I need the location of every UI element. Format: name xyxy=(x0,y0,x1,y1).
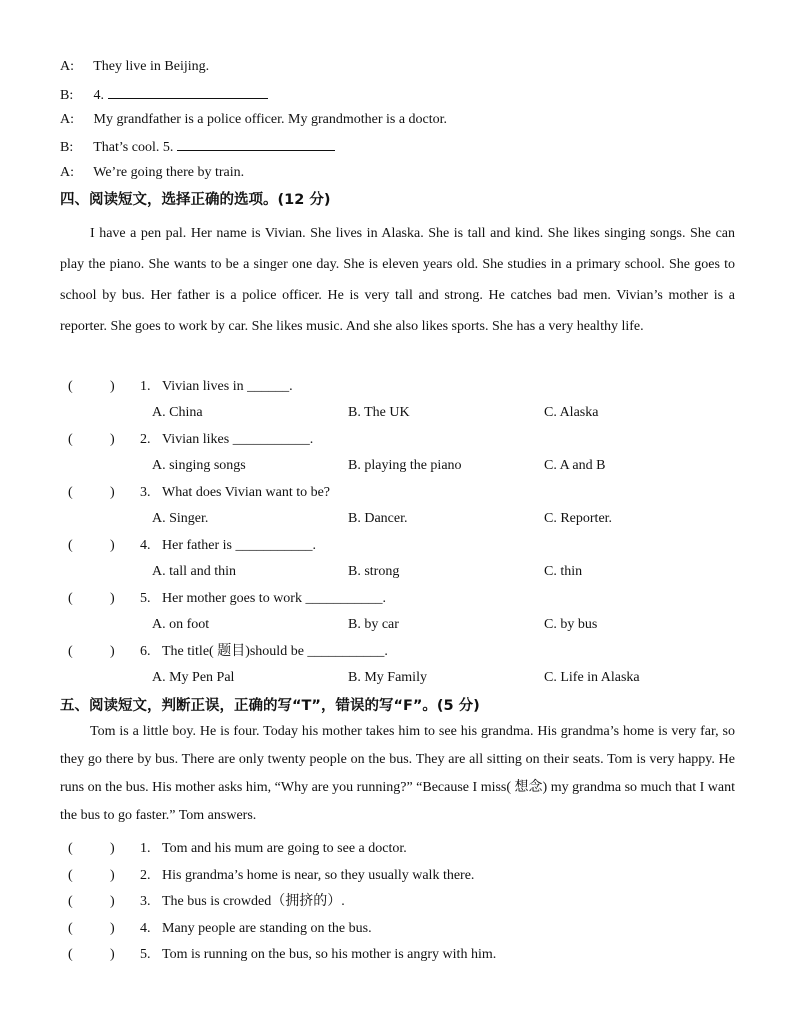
question-text: The bus is crowded（拥挤的）. xyxy=(162,894,345,909)
dialogue-line xyxy=(60,58,209,76)
option-c[interactable]: C. Reporter. xyxy=(544,511,613,526)
question-number: 2. xyxy=(140,432,151,447)
mc-question xyxy=(60,590,386,608)
option-a[interactable]: A. tall and thin xyxy=(152,564,236,579)
answer-parenthesis[interactable]: ( ) xyxy=(68,379,115,394)
option-b[interactable]: B. The UK xyxy=(348,405,410,420)
tf-question xyxy=(60,867,474,885)
tf-question xyxy=(60,893,345,911)
question-text: Tom is running on the bus, so his mother is angry with him. xyxy=(162,947,497,962)
option-b[interactable]: B. strong xyxy=(348,564,400,579)
speaker-label: B: xyxy=(60,140,74,155)
answer-parenthesis[interactable]: ( ) xyxy=(68,947,115,962)
option-c[interactable]: C. thin xyxy=(544,564,583,579)
option-a[interactable]: A. China xyxy=(152,405,203,420)
option-c[interactable]: C. A and B xyxy=(544,458,606,473)
answer-parenthesis[interactable]: ( ) xyxy=(68,591,115,606)
answer-parenthesis[interactable]: ( ) xyxy=(68,432,115,447)
question-text: Vivian likes ___________. xyxy=(162,432,314,447)
tf-question xyxy=(60,946,496,964)
question-number: 5. xyxy=(140,947,151,962)
section-4-heading: 四、阅读短文，选择正确的选项。(12 分) xyxy=(60,192,331,208)
answer-parenthesis[interactable]: ( ) xyxy=(68,644,115,659)
question-number: 3. xyxy=(140,894,151,909)
dialogue-text: That’s cool. 5. xyxy=(93,140,174,155)
section-5-heading: 五、阅读短文，判断正误，正确的写“T”，错误的写“F”。(5 分) xyxy=(60,698,480,714)
question-text: The title( 题目)should be ___________. xyxy=(162,644,388,659)
mc-question xyxy=(60,431,313,449)
question-number: 1. xyxy=(140,379,151,394)
option-c[interactable]: C. Alaska xyxy=(544,405,599,420)
answer-parenthesis[interactable]: ( ) xyxy=(68,841,115,856)
question-text: What does Vivian want to be? xyxy=(162,485,331,500)
option-c[interactable]: C. Life in Alaska xyxy=(544,670,640,685)
answer-parenthesis[interactable]: ( ) xyxy=(68,485,115,500)
answer-parenthesis[interactable]: ( ) xyxy=(68,894,115,909)
option-b[interactable]: B. Dancer. xyxy=(348,511,408,526)
speaker-label: B: xyxy=(60,88,74,103)
dialogue-text: My grandfather is a police officer. My grandmother is a doctor. xyxy=(93,112,448,127)
question-number: 6. xyxy=(140,644,151,659)
speaker-label: A: xyxy=(60,165,74,180)
answer-parenthesis[interactable]: ( ) xyxy=(68,868,115,883)
option-a[interactable]: A. Singer. xyxy=(152,511,209,526)
question-number: 4. xyxy=(140,921,151,936)
question-number: 1. xyxy=(140,841,151,856)
question-text: Many people are standing on the bus. xyxy=(162,921,372,936)
section-5-passage: Tom is a little boy. He is four. Today his mother takes him to see his grandma. His grandma’s home is very far, so they go there by bus. There are only twenty people on the bus. They are all sitting on their seats. Tom is very happy. He runs on the bus. His mother asks him, “Why are you running?” “Because I miss( 想念) my grandma so much that I want the bus to go faster.” Tom answers. xyxy=(60,724,735,823)
mc-question xyxy=(60,378,293,396)
question-text: Her mother goes to work ___________. xyxy=(162,591,386,606)
answer-blank[interactable] xyxy=(177,137,335,151)
option-a[interactable]: A. singing songs xyxy=(152,458,246,473)
question-number: 4. xyxy=(140,538,151,553)
speaker-label: A: xyxy=(60,112,74,127)
question-text: Tom and his mum are going to see a doctor. xyxy=(162,841,407,856)
question-text: Vivian lives in ______. xyxy=(162,379,293,394)
dialogue-text: We’re going there by train. xyxy=(93,165,245,180)
tf-question xyxy=(60,840,407,858)
question-text: Her father is ___________. xyxy=(162,538,316,553)
answer-parenthesis[interactable]: ( ) xyxy=(68,538,115,553)
dialogue-line xyxy=(60,164,244,182)
option-b[interactable]: B. by car xyxy=(348,617,399,632)
option-b[interactable]: B. playing the piano xyxy=(348,458,462,473)
dialogue-line xyxy=(60,85,268,105)
section-4-passage: I have a pen pal. Her name is Vivian. She lives in Alaska. She is tall and kind. She likes singing songs. She can play the piano. She wants to be a singer one day. She is eleven years old. She studies in a primary school. She goes to school by bus. Her father is a police officer. He is very tall and strong. He catches bad men. Vivian’s mother is a reporter. She goes to work by car. She likes music. And she also likes sports. She has a very healthy life. xyxy=(60,226,735,334)
dialogue-line xyxy=(60,111,447,129)
question-number: 5. xyxy=(140,591,151,606)
tf-question xyxy=(60,920,372,938)
option-a[interactable]: A. My Pen Pal xyxy=(152,670,235,685)
answer-parenthesis[interactable]: ( ) xyxy=(68,921,115,936)
dialogue-text: They live in Beijing. xyxy=(93,59,210,74)
option-b[interactable]: B. My Family xyxy=(348,670,427,685)
option-c[interactable]: C. by bus xyxy=(544,617,598,632)
option-a[interactable]: A. on foot xyxy=(152,617,210,632)
speaker-label: A: xyxy=(60,59,74,74)
mc-question xyxy=(60,643,388,661)
dialogue-line xyxy=(60,137,335,157)
dialogue-text: 4. xyxy=(93,88,104,103)
answer-blank[interactable] xyxy=(108,85,268,99)
mc-question xyxy=(60,537,316,555)
mc-question xyxy=(60,484,330,502)
question-text: His grandma’s home is near, so they usually walk there. xyxy=(162,868,475,883)
question-number: 2. xyxy=(140,868,151,883)
question-number: 3. xyxy=(140,485,151,500)
